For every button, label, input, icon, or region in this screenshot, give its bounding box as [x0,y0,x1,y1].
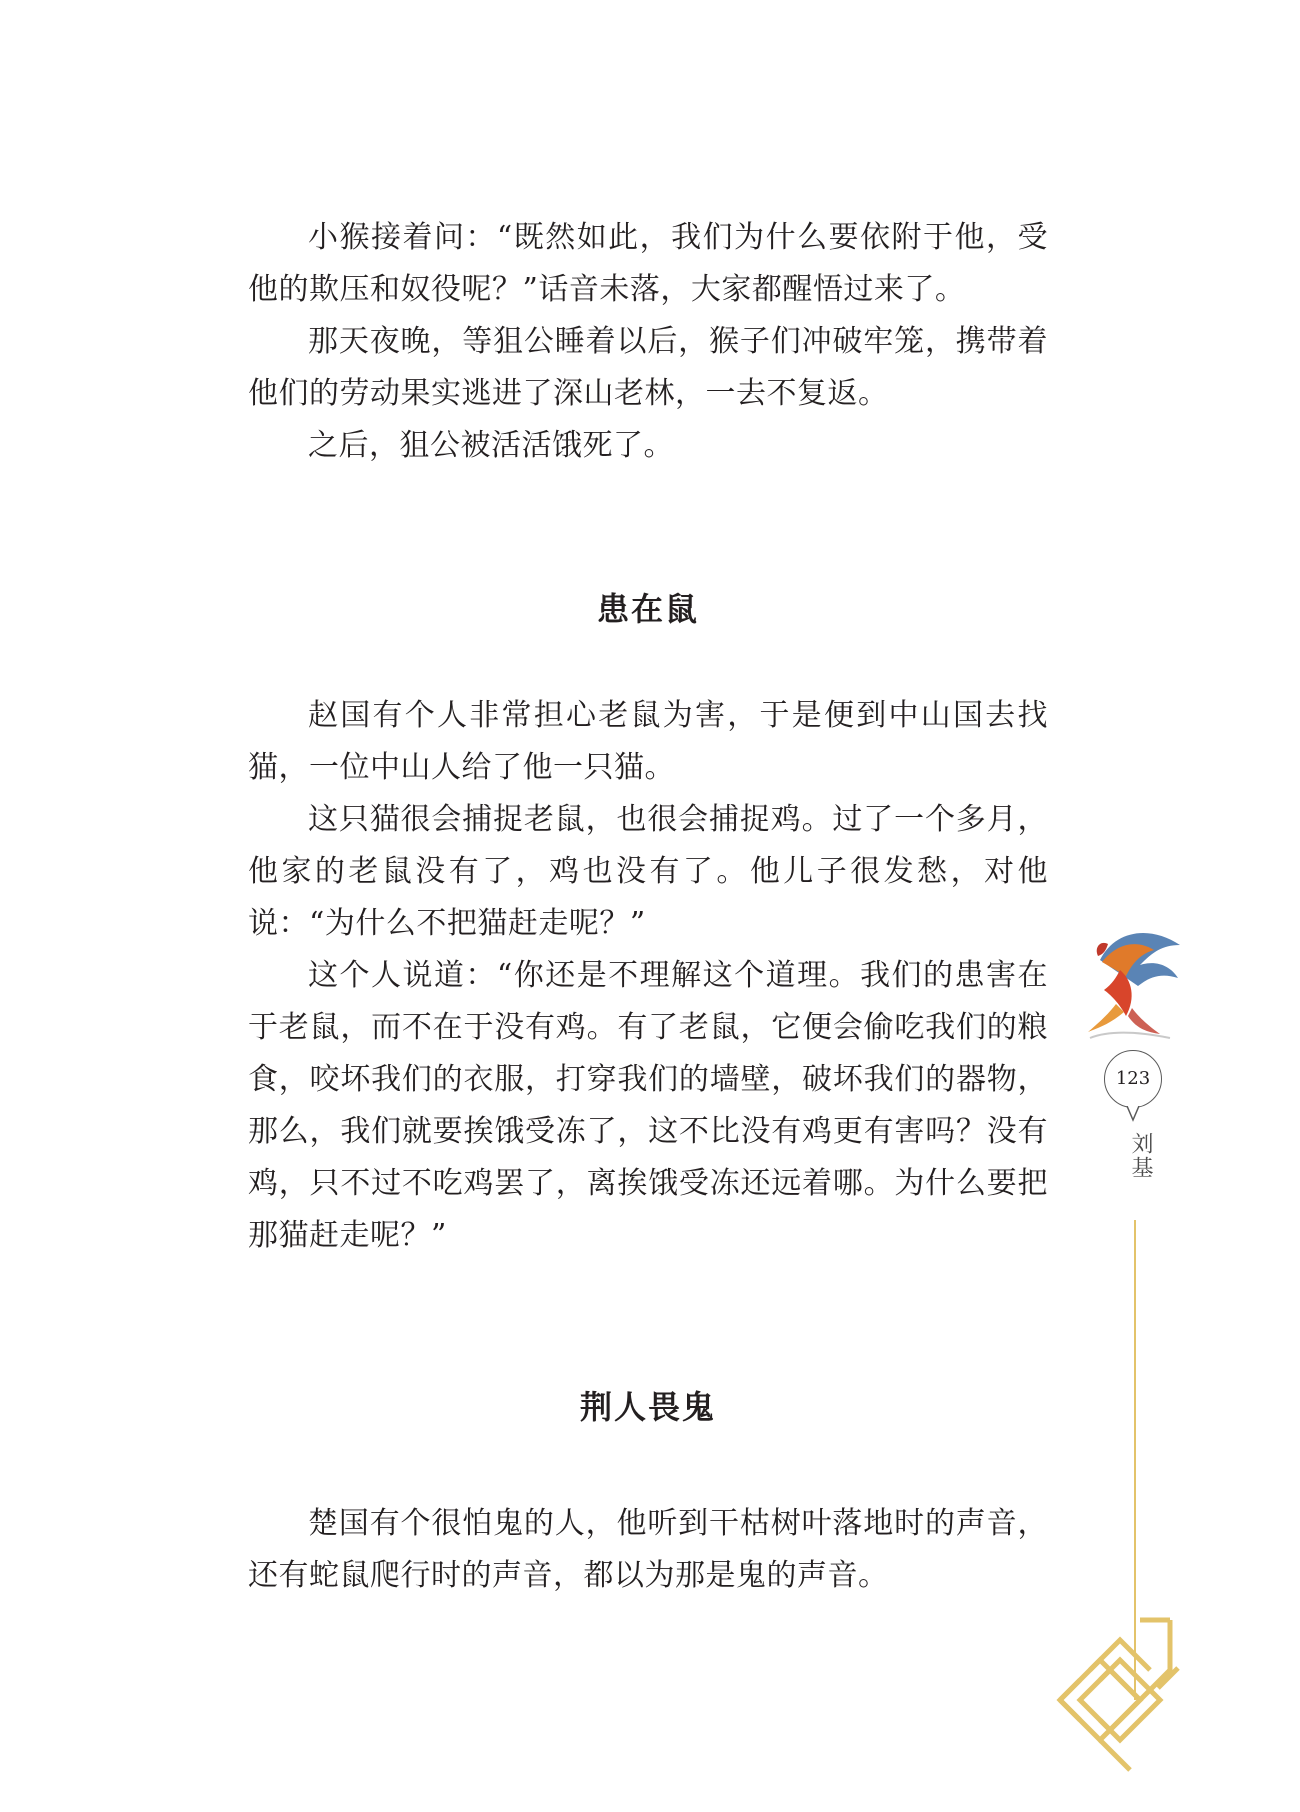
badge-pointer-icon [1126,1106,1140,1122]
phoenix-icon [1080,920,1190,1040]
paragraph: 之后，狙公被活活饿死了。 [308,428,674,463]
paragraph: 这只猫很会捕捉老鼠，也很会捕捉鸡。过了一个多月，他家的老鼠没有了，鸡也没有了。他儿子很发愁，对他说：“为什么不把猫赶走呢？” [248,802,1048,941]
paragraph: 楚国有个很怕鬼的人，他听到干枯树叶落地时的声音，还有蛇鼠爬行时的声音，都以为那是鬼的声音。 [248,1506,1048,1593]
paragraph: 赵国有个人非常担心老鼠为害，于是便到中山国去找猫，一位中山人给了他一只猫。 [248,698,1048,785]
page-number: 123 [1104,1050,1162,1108]
main-text-column [248,212,1048,1602]
paragraph: 这个人说道：“你还是不理解这个道理。我们的患害在于老鼠，而不在于没有鸡。有了老鼠，它便会偷吃我们的粮食，咬坏我们的衣服，打穿我们的墙壁，破坏我们的器物，那么，我们就要挨饿受冻了，这不比没有鸡更有害吗？没有鸡，只不过不吃鸡罢了，离挨饿受冻还远着哪。为什么要把那猫赶走呢？” [248,958,1048,1253]
endless-knot-ornament-icon [1040,1580,1180,1780]
section-title-huanzaishu: 患在鼠 [596,590,699,628]
page-number-badge [1104,1050,1164,1124]
author-name: 刘基 [1128,1132,1153,1180]
paragraph: 那天夜晚，等狙公睡着以后，猴子们冲破牢笼，携带着他们的劳动果实逃进了深山老林，一去不复返。 [248,324,1048,411]
section-title-jingrenweigui: 荆人畏鬼 [579,1388,716,1426]
paragraph: 小猴接着问：“既然如此，我们为什么要依附于他，受他的欺压和奴役呢？”话音未落，大家都醒悟过来了。 [248,220,1048,307]
